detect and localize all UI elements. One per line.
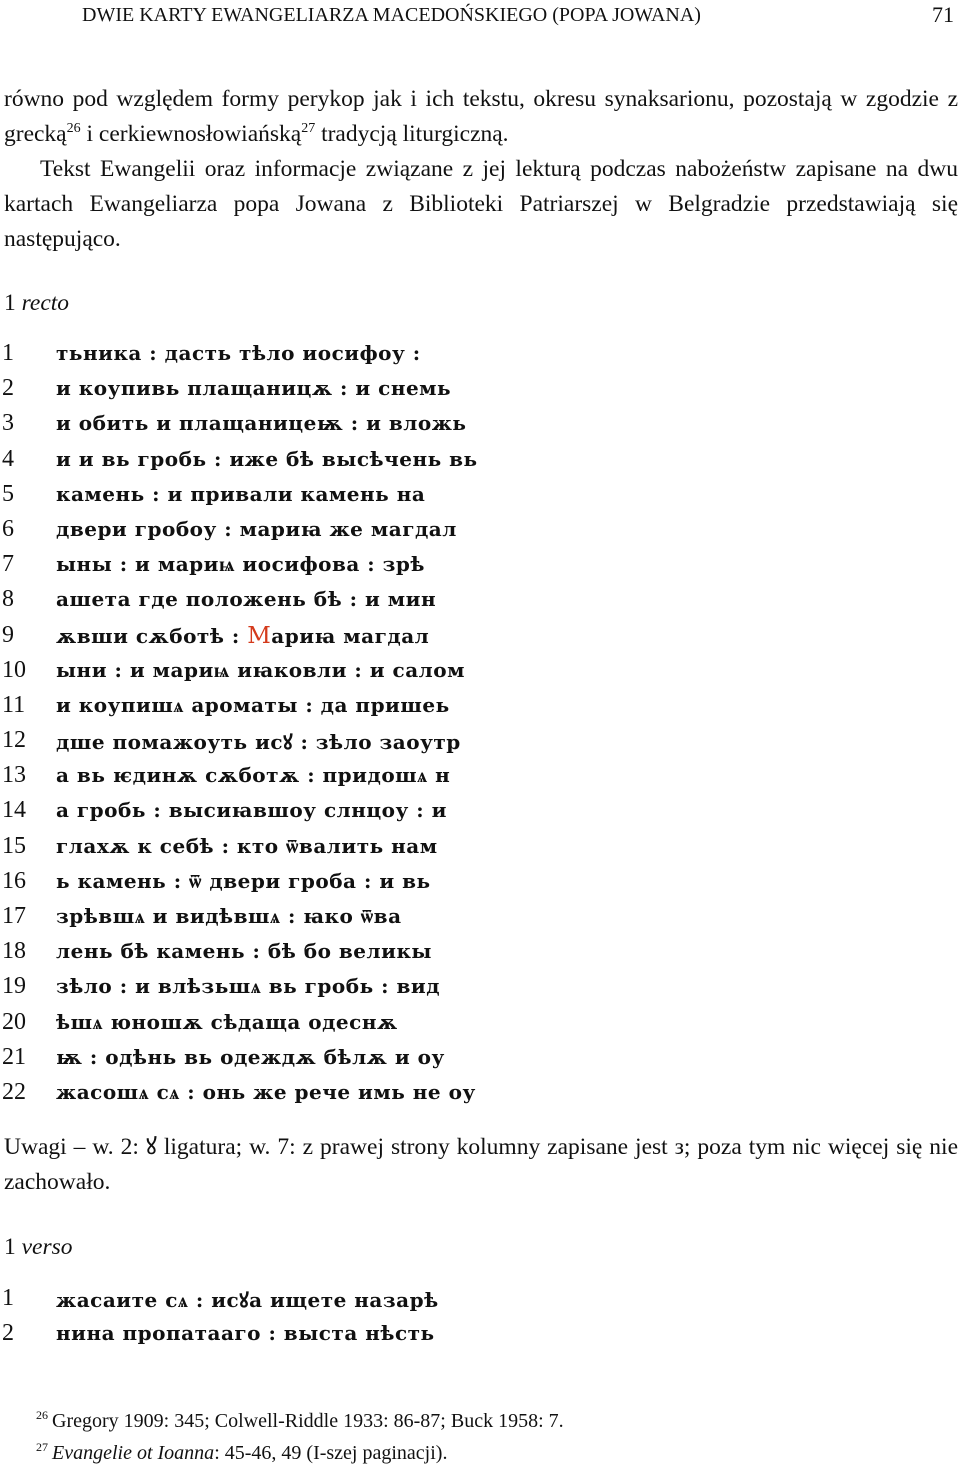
line-text: нина пропатааго : выста нѣсть: [56, 1321, 435, 1346]
footnotes: [36, 1405, 564, 1469]
line-number: 17: [2, 903, 26, 929]
line-text-end: ариꙗ магдал: [271, 623, 430, 648]
footnote-27: [36, 1437, 564, 1469]
line-number: 6: [2, 515, 14, 542]
line-text: [56, 623, 429, 649]
page-number: 71: [932, 2, 954, 27]
line-number: 8: [2, 586, 14, 613]
line-number: 22: [2, 1078, 26, 1105]
line-text: дше помажоуть исꙋ : зѣло заоутр: [56, 730, 461, 755]
line-number: 10: [2, 656, 26, 683]
line-text: жасошѧ сѧ : онь же рече имь не оу: [56, 1079, 476, 1104]
line-text: зрѣвшѧ и видѣвшѧ : ꙗко ѿва: [56, 904, 402, 928]
verso-heading-number: 1: [4, 1234, 16, 1260]
footnote-ref-26[interactable]: 26: [66, 121, 81, 136]
line-number: 1: [2, 1285, 14, 1311]
line-text: тьника : дасть тѣло иосифоу :: [56, 341, 421, 365]
intro-text-b: i cerkiewnosłowiańską: [80, 121, 302, 147]
verso-heading: [4, 1234, 73, 1261]
line-number: 12: [2, 727, 26, 754]
line-text: ашета где положень бѣ : и мин: [56, 587, 437, 612]
line-text: глахѫ к себѣ : кто ѿвалить нам: [56, 833, 438, 858]
footnote-ref-27[interactable]: 27: [301, 121, 316, 136]
line-number: 20: [2, 1008, 26, 1035]
footnote-text: : 45-46, 49 (I-szej paginacji).: [214, 1442, 448, 1464]
line-number: 5: [2, 480, 14, 507]
line-number: 21: [2, 1043, 26, 1070]
intro-text-c: tradycją liturgiczną.: [315, 121, 509, 147]
line-number: 14: [2, 797, 26, 824]
line-number: 19: [2, 973, 26, 1000]
line-text: камень : и привали камень на: [56, 481, 426, 506]
running-header: [0, 2, 960, 34]
line-text: жасаите сѧ : исꙋа ищете назарѣ: [56, 1288, 439, 1312]
line-number: 1: [2, 340, 14, 366]
intro-paragraph-2: [4, 152, 958, 257]
line-number: 18: [2, 938, 26, 965]
line-text: ыни : и мариѩ иꙗковли : и салом: [56, 657, 465, 682]
footnote-26: [36, 1405, 564, 1437]
line-number: 3: [2, 410, 14, 437]
recto-heading-label: recto: [21, 290, 70, 316]
footnote-title: Evangelie ot Ioanna: [52, 1442, 215, 1464]
intro-text-a: równo pod względem formy perykop jak i ich tekstu, okresu synaksarionu, pozostają w zgodzie z grecką: [4, 86, 958, 147]
line-number: 15: [2, 832, 26, 859]
intro-paragraph-1: [4, 82, 958, 152]
recto-heading: [4, 290, 69, 317]
running-title: DWIE KARTY EWANGELIARZA MACEDOŃSKIEGO (POPA JOWANA): [82, 4, 701, 26]
footnote-number: 26: [36, 1408, 48, 1422]
line-number: 2: [2, 1320, 14, 1347]
line-text: ѣшѧ юношѫ сѣдаща одеснѫ: [56, 1009, 398, 1034]
line-text: ь камень : ѿ двери гроба : и вь: [56, 868, 431, 893]
footnote-text: Gregory 1909: 345; Colwell-Riddle 1933: 86-87; Buck 1958: 7.: [52, 1410, 564, 1432]
rubric-initial: М: [247, 622, 272, 649]
line-number: 13: [2, 762, 26, 789]
line-text: лень бѣ камень : бѣ бо великы: [56, 939, 432, 964]
line-number: 2: [2, 375, 14, 402]
line-text: и коупивь плащаницѫ : и снемь: [56, 376, 452, 401]
verso-heading-label: verso: [21, 1234, 73, 1260]
line-text: зѣло : и влѣзьшѧ вь гробь : вид: [56, 974, 441, 999]
line-text: ыны : и мариѩ иосифова : зрѣ: [56, 552, 425, 577]
line-text: и и вь гробь : иже бѣ высѣчень вь: [56, 446, 478, 471]
line-text: и обить и плащаницеѭ : и вложь: [56, 411, 467, 436]
recto-heading-number: 1: [4, 290, 16, 316]
line-text: и коупишѧ ароматы : да пришеь: [56, 692, 450, 717]
line-number: 4: [2, 445, 14, 472]
remarks: Uwagi – w. 2: ꙋ ligatura; w. 7: z prawej strony kolumny zapisane jest з; poza tym nic więcej się nie zachowało.: [4, 1134, 958, 1195]
footnote-number: 27: [36, 1440, 48, 1454]
intro-text-2: Tekst Ewangelii oraz informacje związane z jej lekturą podczas nabożeństw zapisane na dwu kartach Ewangeliarza popa Jowana z Biblioteki Patriarszej w Belgradzie przedstawiają się następująco.: [4, 156, 958, 252]
line-text: а вь ѥдинѫ сѫботѫ : придошѧ н: [56, 763, 451, 788]
line-text: ѭ : одѣнь вь одеждѫ бѣлѫ и оу: [56, 1044, 445, 1069]
line-number: 11: [2, 691, 26, 718]
line-number: 9: [2, 621, 14, 648]
line-text: двери гробоу : мариꙗ же магдал: [56, 516, 457, 541]
line-text: а гробь : высиꙗвшоу слнцоу : и: [56, 798, 447, 823]
line-number: 16: [2, 867, 26, 894]
line-number: 7: [2, 551, 14, 578]
line-text-start: ѫвши сѫботѣ :: [56, 623, 240, 648]
